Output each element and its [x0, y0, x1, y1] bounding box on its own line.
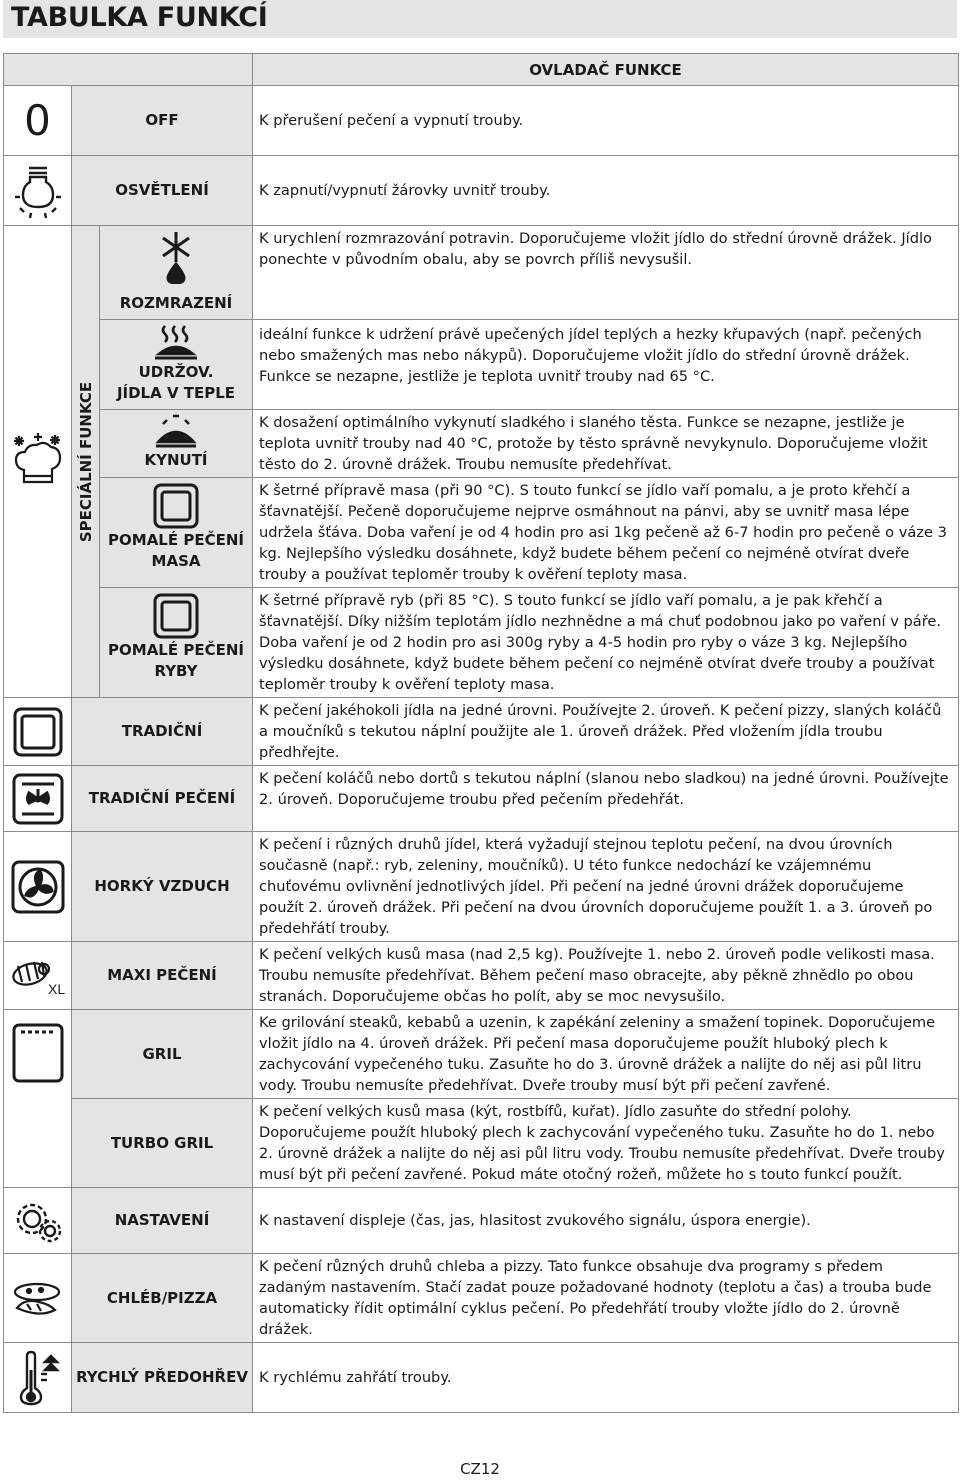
function-name: POMALÉ PEČENÍ MASA	[108, 531, 244, 570]
function-name: CHLÉB/PIZZA	[72, 1254, 253, 1343]
function-name: OFF	[72, 86, 253, 156]
function-cell	[100, 588, 253, 698]
function-name: OSVĚTLENÍ	[72, 156, 253, 226]
function-name: UDRŽOV. JÍDLA V TEPLE	[116, 363, 236, 402]
function-name: POMALÉ PEČENÍ RYBY	[108, 641, 244, 680]
function-name: KYNUTÍ	[144, 451, 208, 469]
function-desc: ideální funkce k udržení právě upečených jídel teplých a hezky křupavých (např. pečených nebo smažených mas nebo nákypů). Doporučujeme vložit jídlo do střední úrovně drážek. Funkce se nezapne, jestliže je teplota uvnitř trouby nad 65 °C.	[253, 320, 959, 410]
function-cell	[100, 478, 253, 588]
table-row	[4, 1188, 959, 1254]
function-table	[3, 53, 959, 1413]
function-name: HORKÝ VZDUCH	[72, 832, 253, 942]
function-name: ROZMRAZENÍ	[119, 294, 233, 312]
function-desc: K dosažení optimálního vykynutí sladkého i slaného těsta. Funkce se nezapne, jestliže je teplota uvnitř trouby nad 40 °C, protože by těsto správně nevykynulo. Doporučujeme vložit těsto do 2. úrovně drážek. Troubu nemusíte předehřívat.	[253, 410, 959, 478]
table-row	[4, 156, 959, 226]
slow-cook-meat-icon	[100, 478, 252, 530]
function-desc: K pečení různých druhů chleba a pizzy. Tato funkce obsahuje dva programy s předem zadaným nastavením. Stačí zadat pouze požadované hodnoty (teplotu a čas) a trouba bude automaticky řídit optimální cyklus pečení. Po předehřátí trouby vložte jídlo do 2. úrovně drážek.	[253, 1254, 959, 1343]
chef-hat-stars-icon	[4, 226, 72, 698]
function-desc: K šetrné přípravě masa (při 90 °C). S touto funkcí se jídlo vaří pomalu, a je proto křehčí a šťavnatější. Pečeně doporučujeme nejprve osmáhnout na pánvi, aby se uvnitř masa lépe udržela šťáva. Doba vaření je od 4 hodin pro asi 1kg pečeně až 6-7 hodin pro pečeně o váze 3 kg. Nejlepšího výsledku dosáhnete, když budete během pečení co nejméně otvírat dveře trouby a používat teploměr trouby k ověření teploty masa.	[253, 478, 959, 588]
function-desc: K nastavení displeje (čas, jas, hlasitost zvukového signálu, úspora energie).	[253, 1188, 959, 1254]
slow-cook-fish-icon	[100, 588, 252, 640]
table-row	[4, 1254, 959, 1343]
function-desc: Ke grilování steaků, kebabů a uzenin, k zapékání zeleniny a smažení topinek. Doporučujeme vložit jídlo na 4. úroveň drážek. Při pečení masa doporučujeme použít hluboký plech k zachycování vypečeného tuku. Zasuňte ho do 3. úrovně drážek a nalijte do něj asi půl litru vody. Troubu nemusíte předehřívat. Dveře trouby musí být při pečení zavřené.	[253, 1010, 959, 1099]
page-title: TABULKA FUNKCÍ	[11, 2, 268, 33]
table-header: OVLADAČ FUNKCE	[253, 54, 959, 86]
function-desc: K pečení velkých kusů masa (kýt, rostbífů, kuřat). Jídlo zasuňte do střední polohy. Doporučujeme použít hluboký plech k zachycování vypečeného tuku. Zasuňte ho do 1. nebo 2. úrovně drážek a nalijte do něj asi půl litru vody. Troubu nemusíte předehřívat. Dveře trouby musí být při pečení zavřené. Pokud máte otočný rožeň, můžete ho s touto funkcí použít.	[253, 1099, 959, 1188]
table-row	[4, 86, 959, 156]
fast-preheat-icon	[4, 1343, 72, 1413]
function-cell	[100, 320, 253, 410]
function-name: TRADIČNÍ PEČENÍ	[72, 766, 253, 832]
function-name: TRADIČNÍ	[72, 698, 253, 766]
function-desc: K pečení jakéhokoli jídla na jedné úrovni. Používejte 2. úroveň. K pečení pizzy, slaných koláčů a moučníků s tekutou náplní použijte ale 1. úroveň drážek. Před vložením jídla troubu předhřejte.	[253, 698, 959, 766]
table-row	[4, 588, 959, 698]
table-row	[4, 766, 959, 832]
rising-icon	[100, 410, 252, 450]
defrost-icon	[100, 226, 252, 284]
zero-icon: 0	[4, 86, 72, 156]
function-desc: K šetrné přípravě ryb (při 85 °C). S touto funkcí se jídlo vaří pomalu, a je pak křehčí a šťavnatější. Díky nižším teplotám jídlo nezhnědne a má chuť podobnou jako po vaření v páře. Doba vaření je od 2 hodin pro asi 300g ryby a 4-5 hodin pro ryby o váze 3 kg. Nejlepšího výsledku dosáhnete, když budete během pečení co nejméně otvírat dveře trouby a používat teploměr trouby k ověření teploty masa.	[253, 588, 959, 698]
table-row	[4, 832, 959, 942]
table-row	[4, 478, 959, 588]
function-desc: K pečení i různých druhů jídel, která vyžadují stejnou teplotu pečení, na dvou úrovních současně (např.: ryb, zeleniny, moučníků). U této funkce nedochází ke vzájemnému chuťovému ovlivnění jednotlivých jídel. Při pečení na jedné úrovni drážek doporučujeme použít 2. úroveň drážek. Při pečení na dvou úrovních doporučujeme použít 1. a 3. úroveň po předehřátí trouby.	[253, 832, 959, 942]
function-name: MAXI PEČENÍ	[72, 942, 253, 1010]
function-name: GRIL	[72, 1010, 253, 1099]
conventional-fan-icon	[4, 766, 72, 832]
conventional-icon	[4, 698, 72, 766]
function-desc: K rychlému zahřátí trouby.	[253, 1343, 959, 1413]
lamp-icon	[4, 156, 72, 226]
function-desc: K urychlení rozmrazování potravin. Doporučujeme vložit jídlo do střední úrovně drážek. Jídlo ponechte v původním obalu, aby se povrch příliš nevysušil.	[253, 226, 959, 320]
function-desc: K zapnutí/vypnutí žárovky uvnitř trouby.	[253, 156, 959, 226]
keep-warm-icon	[100, 320, 252, 362]
svg-text:XL: XL	[47, 980, 65, 996]
function-name: RYCHLÝ PŘEDOHŘEV	[72, 1343, 253, 1413]
special-group-label: SPECIÁLNÍ FUNKCE	[72, 226, 100, 698]
table-row	[4, 226, 959, 320]
function-cell	[100, 410, 253, 478]
settings-gear-icon	[4, 1188, 72, 1254]
function-cell	[100, 226, 253, 320]
page-number: CZ12	[460, 1460, 500, 1478]
table-row	[4, 410, 959, 478]
function-desc: K přerušení pečení a vypnutí trouby.	[253, 86, 959, 156]
table-row	[4, 1010, 959, 1099]
table-row	[4, 1099, 959, 1188]
table-row	[4, 1343, 959, 1413]
hot-air-icon	[4, 832, 72, 942]
function-name: NASTAVENÍ	[72, 1188, 253, 1254]
grill-icon	[4, 1010, 72, 1188]
title-bar	[3, 0, 957, 38]
bread-pizza-icon	[4, 1254, 72, 1343]
table-row	[4, 698, 959, 766]
function-desc: K pečení koláčů nebo dortů s tekutou náplní (slanou nebo sladkou) na jedné úrovni. Používejte 2. úroveň. Doporučujeme troubu před pečením předehřát.	[253, 766, 959, 832]
table-row	[4, 320, 959, 410]
function-desc: K pečení velkých kusů masa (nad 2,5 kg). Používejte 1. nebo 2. úroveň podle velikosti masa. Troubu nemusíte předehřívat. Během pečení maso obracejte, aby pěkně zhnědlo po obou stranách. Doporučujeme občas ho polít, aby se moc nevysušilo.	[253, 942, 959, 1010]
table-row	[4, 942, 959, 1010]
function-name: TURBO GRIL	[72, 1099, 253, 1188]
header-blank	[4, 54, 253, 86]
maxi-cooking-icon	[4, 942, 72, 1010]
